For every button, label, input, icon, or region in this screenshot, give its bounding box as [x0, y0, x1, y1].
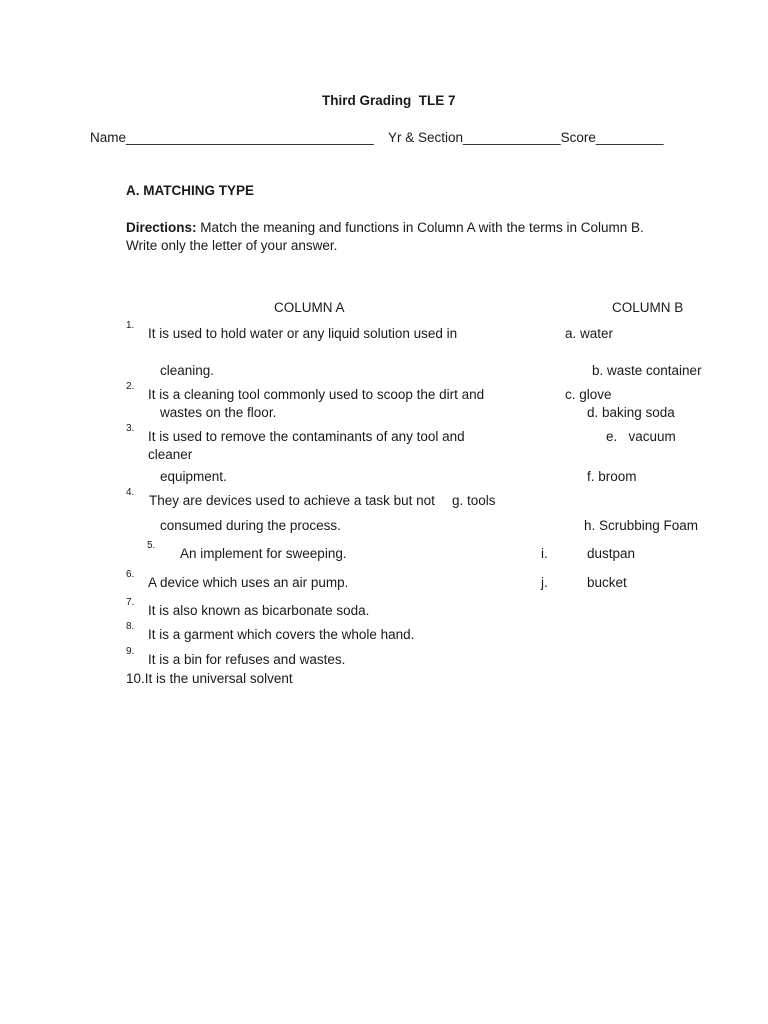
item-number: 6.	[126, 569, 135, 580]
column-b-item: a. water	[565, 326, 614, 341]
column-a-item: A device which uses an air pump.	[148, 575, 349, 590]
directions-text: Match the meaning and functions in Column A with the terms in Column B.	[196, 220, 644, 235]
item-number: 4.	[126, 487, 135, 498]
column-a-item: 10.It is the universal solvent	[126, 671, 293, 686]
column-a-item: It is a cleaning tool commonly used to scoop the dirt and	[148, 387, 485, 402]
item-number: 8.	[126, 621, 135, 632]
column-a-item: It is a bin for refuses and wastes.	[148, 652, 346, 667]
item-number: 1.	[126, 320, 135, 331]
column-a-item: It is a garment which covers the whole hand.	[148, 627, 415, 642]
directions-label: Directions:	[126, 220, 197, 235]
column-a-item-continuation: cleaning.	[160, 363, 215, 378]
column-b-item: b. waste container	[592, 363, 702, 378]
item-number: 7.	[126, 597, 135, 608]
column-b-item: h. Scrubbing Foam	[584, 518, 699, 533]
column-a-item-continuation: cleaner	[148, 447, 193, 462]
column-a-item: It is used to remove the contaminants of any tool and	[148, 429, 465, 444]
column-a-item: It is used to hold water or any liquid solution used in	[148, 326, 458, 341]
column-a-item: It is also known as bicarbonate soda.	[148, 603, 370, 618]
column-b-term: dustpan	[587, 546, 636, 561]
column-b-item: f. broom	[587, 469, 637, 484]
page-title: Third Grading TLE 7	[322, 93, 456, 108]
column-a-header: COLUMN A	[274, 300, 345, 315]
item-number: 2.	[126, 381, 135, 392]
column-b-letter: i.	[541, 546, 548, 561]
column-b-header: COLUMN B	[612, 300, 684, 315]
name-field-label: Name_________________________________	[90, 130, 374, 145]
column-a-item-continuation: wastes on the floor.	[160, 405, 277, 420]
column-a-item: They are devices used to achieve a task but not	[149, 493, 435, 508]
section-score-field-label: Yr & Section_____________Score_________	[388, 130, 664, 145]
column-b-term: bucket	[587, 575, 627, 590]
item-number: 5.	[147, 540, 156, 551]
column-a-item-continuation: equipment.	[160, 469, 227, 484]
column-b-letter: j.	[541, 575, 548, 590]
directions-line-2: Write only the letter of your answer.	[126, 238, 338, 253]
column-b-item: g. tools	[452, 493, 496, 508]
item-number: 9.	[126, 646, 135, 657]
column-a-item-continuation: consumed during the process.	[160, 518, 341, 533]
section-heading: A. MATCHING TYPE	[126, 183, 254, 198]
column-b-item: c. glove	[565, 387, 612, 402]
directions	[126, 220, 644, 236]
column-b-item: e. vacuum	[606, 429, 676, 444]
column-a-item: An implement for sweeping.	[180, 546, 347, 561]
column-b-item: d. baking soda	[587, 405, 675, 420]
item-number: 3.	[126, 423, 135, 434]
